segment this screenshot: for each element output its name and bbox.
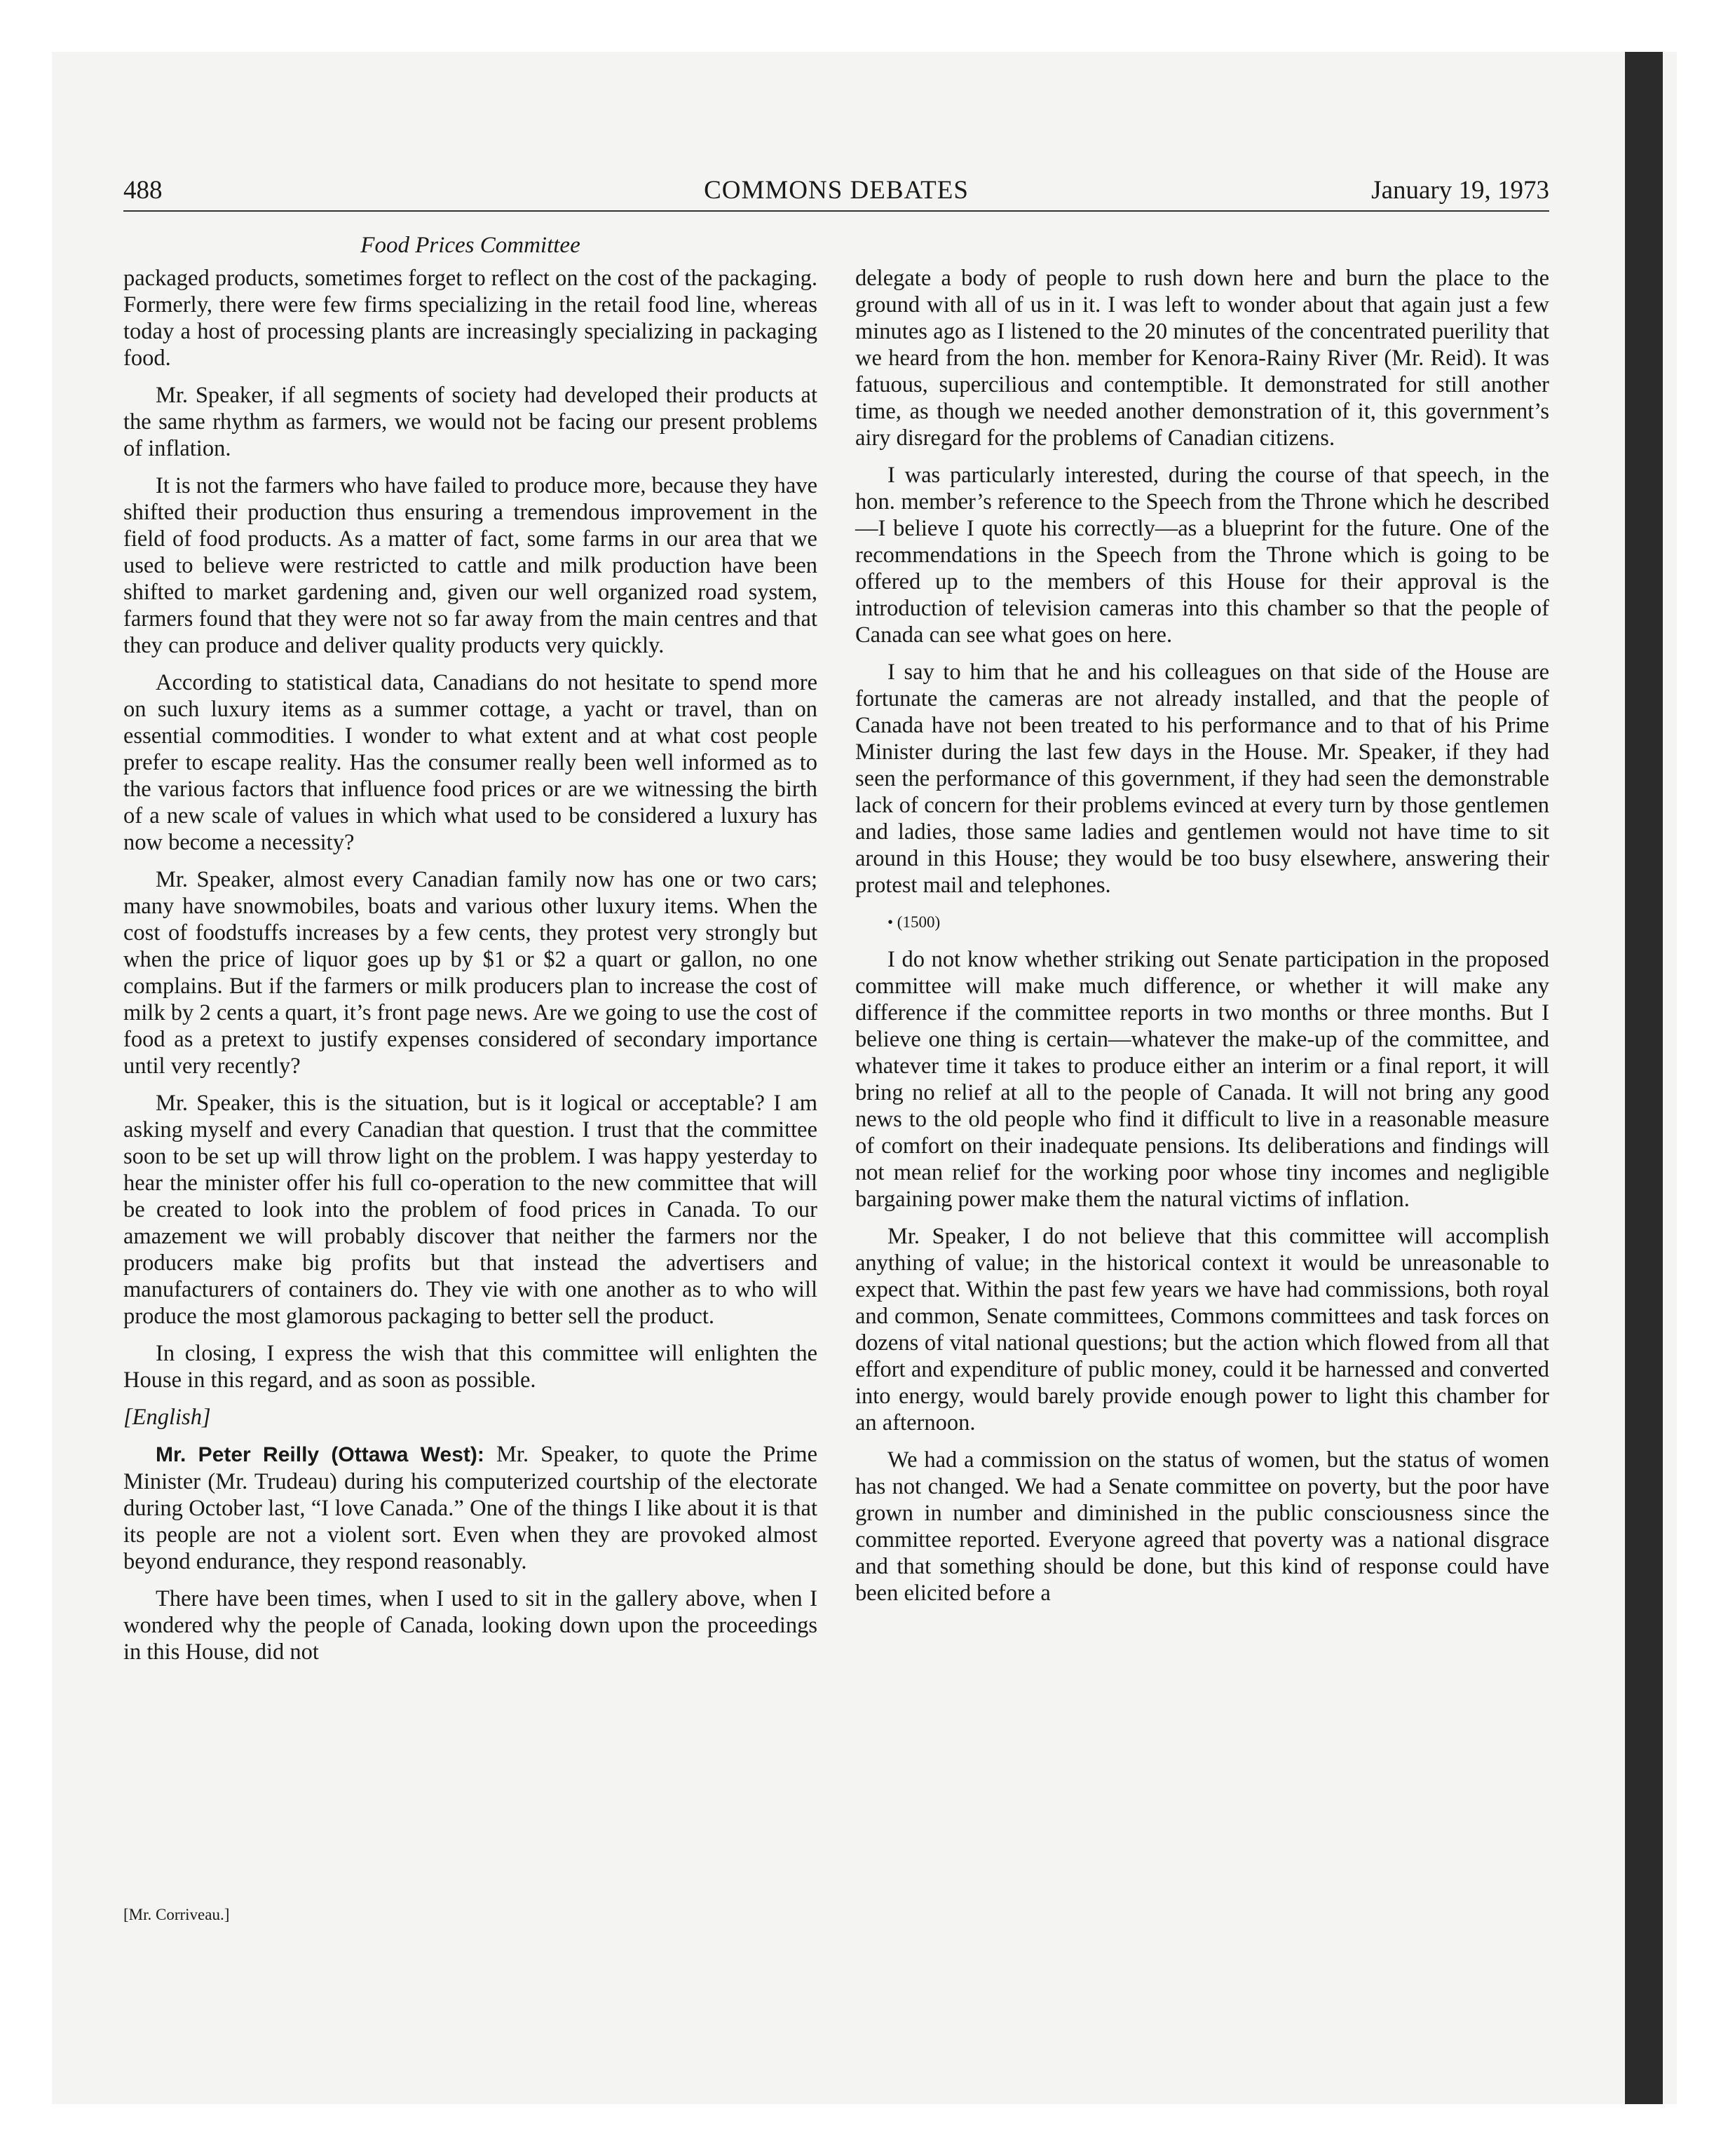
language-marker: [English] — [123, 1405, 211, 1430]
paragraph: Mr. Speaker, this is the situation, but is it logical or acceptable? I am asking myself and every Canadian that question. I trust that the committee soon to be set up will throw light on the problem. I was happy yesterday to hear the minister offer his full co-operation to the new committee that will be created to look into the problem of food prices in Canada. To our amazement we will probably discover that neither the farmers nor the producers make big profits but that instead the advertisers and manufacturers of containers do. They vie with one another as to who will produce the most glamorous packaging to better sell the product. — [123, 1091, 817, 1329]
paragraph: I was particularly interested, during the course of that speech, in the hon. member’s reference to the Speech from the Throne which he described—I believe I quote his correctly—as a blueprint for the future. One of the recommendations in the Speech from the Throne which is going to be offered up to the members of this House for their approval is the introduction of television cameras into this chamber so that the people of Canada can see what goes on here. — [855, 463, 1549, 648]
footer-note: [Mr. Corriveau.] — [123, 1906, 230, 1923]
speech-text: Mr. Speaker, to quote the Prime Minister (Mr. Trudeau) during his computerized courtship of the electorate during October last, “I love Canada.” One of the things I like about it is that its people are not a violent sort. Even when they are provoked almost beyond endurance, they respond reasonably. — [123, 1442, 818, 1574]
paragraph: There have been times, when I used to sit in the gallery above, when I wondered why the people of Canada, looking down upon the proceedings in this House, did not — [123, 1586, 817, 1665]
paragraph: delegate a body of people to rush down here and burn the place to the ground with all of us in it. I was left to wonder about that again just a few minutes ago as I listened to the 20 minutes of the concentrated puerility that we heard from the hon. member for Kenora-Rainy River (Mr. Reid). It was fatuous, supercilious and contemptible. It demonstrated for still another time, as though we needed another demonstration of it, this government’s airy disregard for the problems of Canadian citizens. — [855, 266, 1549, 451]
paragraph: According to statistical data, Canadians do not hesitate to spend more on such luxury items as a summer cottage, a yacht or travel, than on essential commodities. I wonder to what extent and at what cost people prefer to escape reality. Has the consumer really been well informed as to the various factors that influence food prices or are we witnessing the birth of a new scale of values in which what used to be considered a luxury has now become a necessity? — [123, 670, 817, 855]
journal-title: COMMONS DEBATES — [704, 176, 969, 205]
paragraph: Mr. Speaker, I do not believe that this committee will accomplish anything of value; in the historical context it would be unreasonable to expect that. Within the past few years we have had commissions, both royal and common, Senate committees, Commons committees and task forces on dozens of vital national questions; but the action which flowed from all that effort and expenditure of public money, could it be harnessed and converted into energy, would barely provide enough power to light this chamber for an afternoon. — [855, 1224, 1549, 1435]
left-column — [123, 265, 817, 1676]
speaker-name: Mr. Peter Reilly (Ottawa West): — [156, 1443, 484, 1466]
paragraph: Mr. Speaker, if all segments of society had developed their products at the same rhythm as farmers, we would not be facing our present problems of inflation. — [123, 383, 817, 461]
time-marker: • (1500) — [887, 913, 941, 931]
issue-date: January 19, 1973 — [1371, 176, 1549, 205]
page-header — [123, 171, 1549, 212]
right-column — [855, 265, 1549, 1617]
paragraph: packaged products, sometimes forget to reflect on the cost of the packaging. Formerly, there were few firms specializing in the retail food line, whereas today a host of processing plants are increasingly specializing in packaging food. — [123, 266, 817, 371]
paragraph: Mr. Speaker, almost every Canadian family now has one or two cars; many have snowmobiles, boats and various other luxury items. When the cost of foodstuffs increases by a few cents, they protest very strongly but when the price of liquor goes up by $1 or $2 a quart or gallon, no one complains. But if the farmers or milk producers plan to increase the cost of milk by 2 cents a quart, it’s front page news. Are we going to use the cost of food as a pretext to justify expenses considered of secondary importance until very recently? — [123, 867, 817, 1079]
paragraph: I do not know whether striking out Senate participation in the proposed committee will make much difference, or whether it will make any difference if the committee reports in two months or three months. But I believe one thing is certain—whatever the make-up of the committee, and whatever time it takes to produce either an interim or a final report, it will bring no relief at all to the people of Canada. It will not bring any good news to the old people who find it difficult to live in a reasonable measure of comfort on their inadequate pensions. Its deliberations and findings will not mean relief for the working poor whose tiny incomes and negligible bargaining power make them the natural victims of inflation. — [855, 947, 1549, 1212]
page-number: 488 — [123, 176, 163, 205]
scan-edge-shadow — [1625, 52, 1663, 2104]
speech-paragraph — [123, 1441, 817, 1575]
section-title: Food Prices Committee — [360, 233, 580, 258]
paragraph: I say to him that he and his colleagues on that side of the House are fortunate the cameras are not already installed, and that the people of Canada have not been treated to his performance and to that of his Prime Minister during the last few days in the House. Mr. Speaker, if they had seen the performance of this government, if they had seen the demonstrable lack of concern for their problems evinced at every turn by those gentlemen and ladies, those same ladies and gentlemen would not have time to sit around in this House; they would be too busy elsewhere, answering their protest mail and telephones. — [855, 660, 1549, 898]
paragraph: It is not the farmers who have failed to produce more, because they have shifted their production thus ensuring a tremendous improvement in the field of food products. As a matter of fact, some farms in our area that we used to believe were restricted to cattle and milk production have been shifted to market gardening and, given our well organized road system, farmers found that they were not so far away from the main centres and that they can produce and deliver quality products very quickly. — [123, 473, 817, 658]
paragraph: In closing, I express the wish that this committee will enlighten the House in this regard, and as soon as possible. — [123, 1341, 817, 1393]
paragraph: We had a commission on the status of women, but the status of women has not changed. We had a Senate committee on poverty, but the poor have grown in number and diminished in the public consciousness since the committee reported. Everyone agreed that poverty was a national disgrace and that something should be done, but this kind of response could have been elicited before a — [855, 1447, 1549, 1606]
